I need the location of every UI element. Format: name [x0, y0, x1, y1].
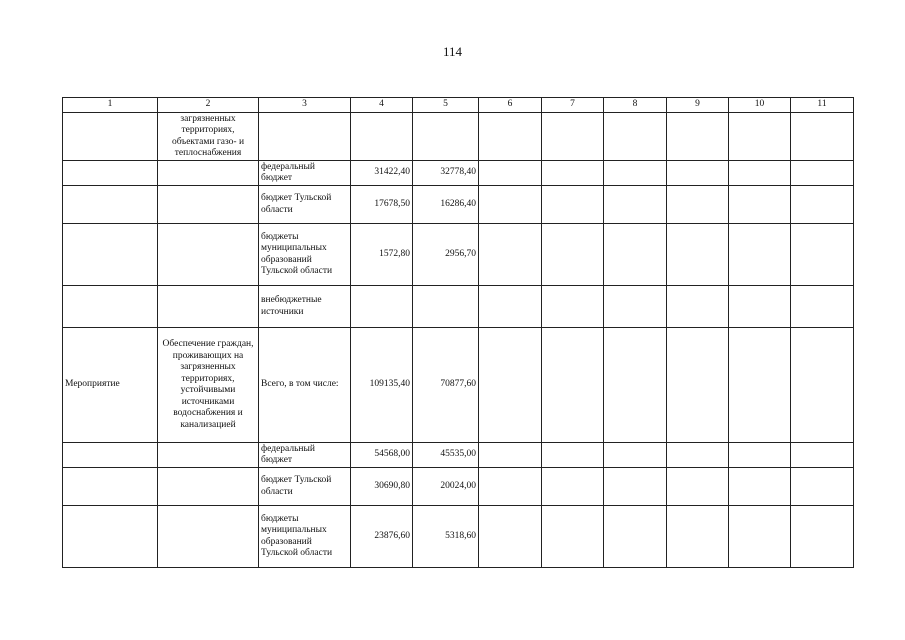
cell-activity-type — [63, 506, 158, 568]
cell-funding-source: бюджет Тульской области — [259, 468, 351, 506]
column-header: 6 — [479, 98, 542, 113]
cell-empty — [604, 443, 667, 468]
cell-empty — [542, 224, 604, 286]
cell-value-col4: 30690,80 — [351, 468, 413, 506]
cell-empty — [729, 468, 791, 506]
cell-empty — [479, 468, 542, 506]
cell-empty — [729, 224, 791, 286]
cell-funding-source: бюджеты муниципальных образований Тульской области — [259, 224, 351, 286]
cell-empty — [667, 506, 729, 568]
cell-empty — [729, 286, 791, 328]
cell-funding-source: бюджет Тульской области — [259, 186, 351, 224]
cell-empty — [729, 506, 791, 568]
cell-empty — [667, 161, 729, 186]
table-row — [63, 186, 854, 224]
page-number: 114 — [442, 44, 463, 59]
cell-activity-name — [158, 468, 259, 506]
column-header: 4 — [351, 98, 413, 113]
cell-empty — [604, 224, 667, 286]
cell-empty — [542, 186, 604, 224]
cell-empty — [791, 468, 854, 506]
cell-empty — [542, 328, 604, 443]
table-row — [63, 468, 854, 506]
cell-activity-name — [158, 186, 259, 224]
cell-empty — [667, 286, 729, 328]
cell-activity-name — [158, 506, 259, 568]
cell-empty — [542, 468, 604, 506]
cell-empty — [604, 506, 667, 568]
table-row — [63, 224, 854, 286]
column-header: 7 — [542, 98, 604, 113]
cell-activity-name — [158, 443, 259, 468]
cell-activity-name: Обеспечение граждан, проживающих на загрязненных территориях, устойчивыми источниками водоснабжения и канализацией — [158, 328, 259, 443]
cell-empty — [479, 443, 542, 468]
cell-empty — [604, 113, 667, 161]
cell-empty — [729, 113, 791, 161]
cell-value-col5: 16286,40 — [413, 186, 479, 224]
cell-empty — [729, 443, 791, 468]
cell-empty — [667, 328, 729, 443]
column-header: 3 — [259, 98, 351, 113]
cell-value-col5: 70877,60 — [413, 328, 479, 443]
cell-empty — [791, 506, 854, 568]
cell-empty — [604, 161, 667, 186]
cell-empty — [479, 286, 542, 328]
cell-empty — [729, 186, 791, 224]
column-header: 10 — [729, 98, 791, 113]
cell-empty — [729, 328, 791, 443]
cell-empty — [479, 328, 542, 443]
cell-activity-type: Мероприятие — [63, 328, 158, 443]
cell-empty — [791, 286, 854, 328]
cell-activity-type — [63, 113, 158, 161]
cell-value-col4: 109135,40 — [351, 328, 413, 443]
cell-empty — [791, 186, 854, 224]
cell-empty — [791, 113, 854, 161]
cell-empty — [791, 161, 854, 186]
cell-empty — [791, 328, 854, 443]
table-row — [63, 443, 854, 468]
cell-value-col4: 1572,80 — [351, 224, 413, 286]
cell-empty — [542, 506, 604, 568]
cell-empty — [479, 506, 542, 568]
table-row — [63, 161, 854, 186]
cell-value-col4 — [351, 113, 413, 161]
cell-activity-name — [158, 161, 259, 186]
cell-empty — [542, 286, 604, 328]
table-row — [63, 328, 854, 443]
column-header: 1 — [63, 98, 158, 113]
cell-activity-type — [63, 186, 158, 224]
cell-empty — [479, 113, 542, 161]
cell-empty — [479, 161, 542, 186]
cell-activity-type — [63, 161, 158, 186]
cell-value-col4: 17678,50 — [351, 186, 413, 224]
cell-empty — [479, 224, 542, 286]
cell-funding-source — [259, 113, 351, 161]
table-row — [63, 113, 854, 161]
cell-empty — [604, 286, 667, 328]
cell-empty — [729, 161, 791, 186]
cell-empty — [667, 224, 729, 286]
cell-value-col5: 32778,40 — [413, 161, 479, 186]
cell-empty — [791, 224, 854, 286]
budget-table — [62, 97, 854, 568]
column-header: 8 — [604, 98, 667, 113]
cell-activity-name: загрязненных территориях, объектами газо- и теплоснабжения — [158, 113, 259, 161]
cell-value-col5: 2956,70 — [413, 224, 479, 286]
cell-funding-source: федеральный бюджет — [259, 161, 351, 186]
cell-empty — [542, 161, 604, 186]
header-row — [63, 98, 854, 113]
column-header: 9 — [667, 98, 729, 113]
cell-value-col4: 54568,00 — [351, 443, 413, 468]
cell-empty — [542, 113, 604, 161]
column-header: 2 — [158, 98, 259, 113]
cell-empty — [604, 468, 667, 506]
cell-value-col5: 20024,00 — [413, 468, 479, 506]
cell-value-col5 — [413, 113, 479, 161]
cell-funding-source: федеральный бюджет — [259, 443, 351, 468]
cell-activity-type — [63, 443, 158, 468]
cell-empty — [542, 443, 604, 468]
cell-empty — [604, 328, 667, 443]
cell-funding-source: Всего, в том числе: — [259, 328, 351, 443]
cell-value-col4: 23876,60 — [351, 506, 413, 568]
table-row — [63, 506, 854, 568]
cell-value-col5: 45535,00 — [413, 443, 479, 468]
cell-funding-source: внебюджетные источники — [259, 286, 351, 328]
cell-empty — [791, 443, 854, 468]
cell-value-col4 — [351, 286, 413, 328]
cell-activity-type — [63, 224, 158, 286]
column-header: 5 — [413, 98, 479, 113]
cell-empty — [479, 186, 542, 224]
cell-empty — [667, 186, 729, 224]
cell-funding-source: бюджеты муниципальных образований Тульской области — [259, 506, 351, 568]
column-header: 11 — [791, 98, 854, 113]
table-row — [63, 286, 854, 328]
cell-activity-type — [63, 286, 158, 328]
cell-value-col5 — [413, 286, 479, 328]
cell-activity-type — [63, 468, 158, 506]
cell-empty — [667, 468, 729, 506]
cell-value-col5: 5318,60 — [413, 506, 479, 568]
cell-empty — [667, 443, 729, 468]
cell-empty — [604, 186, 667, 224]
cell-value-col4: 31422,40 — [351, 161, 413, 186]
cell-empty — [667, 113, 729, 161]
cell-activity-name — [158, 224, 259, 286]
cell-activity-name — [158, 286, 259, 328]
